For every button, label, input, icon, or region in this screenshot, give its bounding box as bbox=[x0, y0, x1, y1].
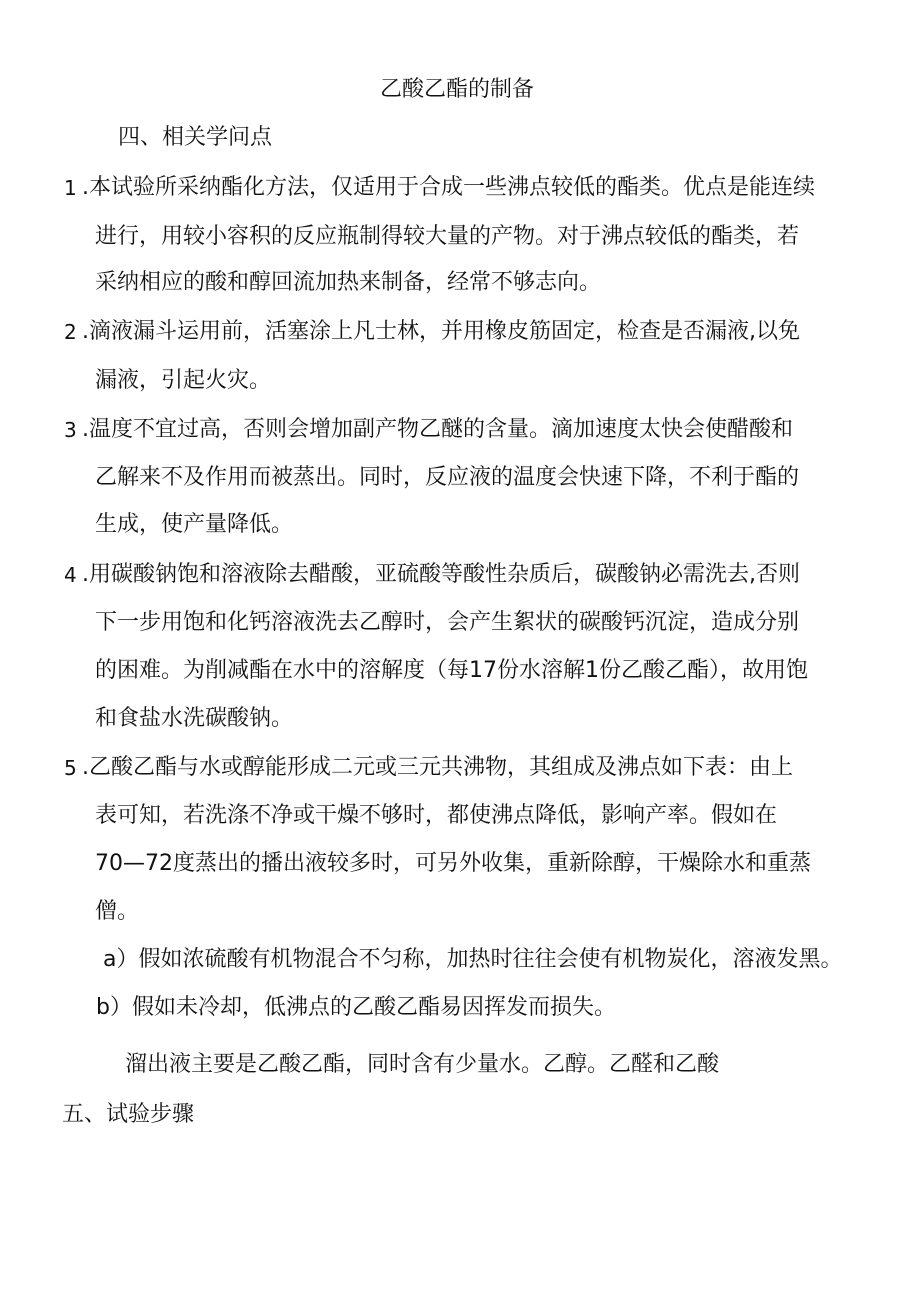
item-number: 4 bbox=[64, 563, 77, 587]
item-text-line: 70—72度蒸出的播出液较多时，可另外收集，重新除醇，干燥除水和重蒸 bbox=[95, 851, 811, 876]
distillate-note: 溜出液主要是乙酸乙酯，同时含有少量水。乙醇。乙醛和乙酸 bbox=[125, 1052, 720, 1077]
item-text-line: .温度不宜过高，否则会增加副产物乙醚的含量。滴加速度太快会使醋酸和 bbox=[82, 417, 793, 442]
item-text-line: 表可知，若洗涤不净或干燥不够时，都使沸点降低，影响产率。假如在 bbox=[95, 803, 778, 828]
item-text-line: .本试验所采纳酯化方法，仅适用于合成一些沸点较低的酯类。优点是能连续 bbox=[82, 175, 815, 200]
section-heading-4: 四、相关学问点 bbox=[118, 125, 273, 150]
sub-item-b: b）假如未冷却，低沸点的乙酸乙酯易因挥发而损失。 bbox=[96, 995, 616, 1020]
item-number: 5 bbox=[64, 756, 77, 780]
item-text-line: .乙酸乙酯与水或醇能形成二元或三元共沸物，其组成及沸点如下表：由上 bbox=[82, 755, 793, 780]
item-text-line: 僧。 bbox=[95, 899, 140, 924]
item-text-line: .滴液漏斗运用前，活塞涂上凡士林，并用橡皮筋固定，检查是否漏液,以免 bbox=[82, 319, 800, 344]
item-text-line: 漏液，引起火灾。 bbox=[95, 368, 272, 393]
item-text-line: 生成，使产量降低。 bbox=[95, 512, 294, 537]
sub-item-a: a）假如浓硫酸有机物混合不匀称，加热时往往会使有机物炭化，溶液发黑。 bbox=[103, 947, 843, 972]
document-title: 乙酸乙酯的制备 bbox=[380, 77, 535, 102]
item-text-line: 乙解来不及作用而被蒸出。同时，反应液的温度会快速下降，不利于酯的 bbox=[95, 465, 800, 490]
item-text-line: 采纳相应的酸和醇回流加热来制备，经常不够志向。 bbox=[95, 270, 602, 295]
item-number: 1 bbox=[64, 176, 77, 200]
item-text-line: 和食盐水洗碳酸钠。 bbox=[95, 706, 294, 731]
item-number: 3 bbox=[64, 418, 77, 442]
item-number: 2 bbox=[64, 320, 77, 344]
item-text-line: 下一步用饱和化钙溶液洗去乙醇时，会产生絮状的碳酸钙沉淀，造成分别 bbox=[95, 610, 800, 635]
item-text-line: .用碳酸钠饱和溶液除去醋酸，亚硫酸等酸性杂质后，碳酸钠必需洗去,否则 bbox=[82, 562, 800, 587]
section-heading-5: 五、试验步骤 bbox=[62, 1102, 195, 1127]
item-text-line: 的困难。为削减酯在水中的溶解度（每17份水溶解1份乙酸乙酯），故用饱 bbox=[95, 658, 808, 683]
item-text-line: 进行，用较小容积的反应瓶制得较大量的产物。对于沸点较低的酯类，若 bbox=[95, 224, 800, 249]
